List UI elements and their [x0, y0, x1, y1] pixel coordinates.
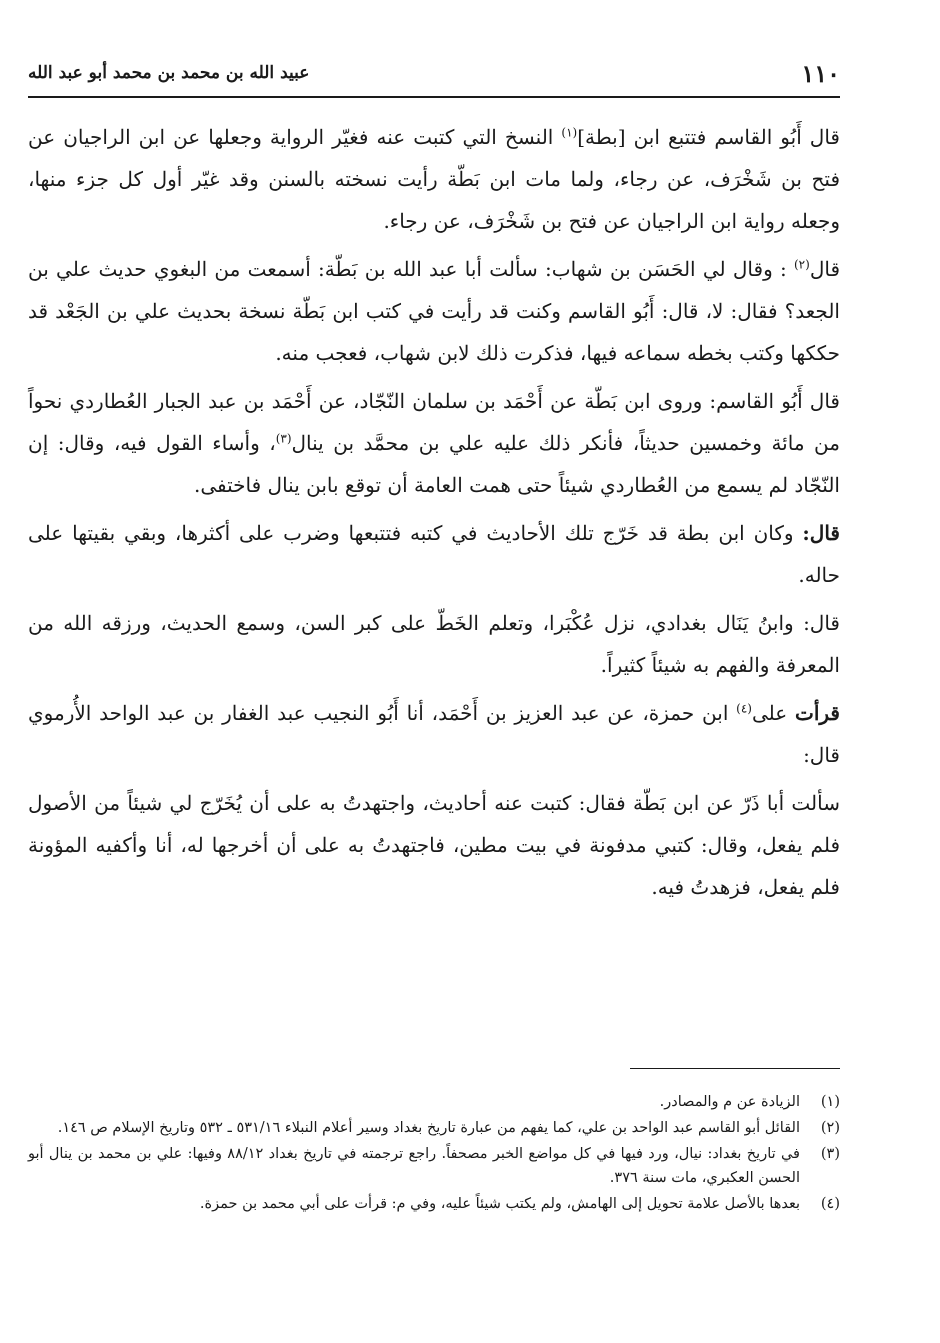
footnote-number: (٤): [820, 1196, 840, 1212]
main-text: [28, 116, 840, 914]
footnote-marker[interactable]: (١): [561, 125, 578, 140]
footnote-number: (٣): [820, 1146, 840, 1162]
footnote: [28, 1142, 840, 1190]
page-header: [28, 50, 840, 98]
running-title: عبيد الله بن محمد بن محمد أبو عبد الله: [28, 63, 310, 83]
paragraph: قال: وكان ابن بطة قد خَرّج تلك الأحاديث في كتبه فتتبعها وضرب على أكثرها، وبقي بقيتها على حاله.: [28, 521, 840, 587]
paragraph: سألت أبا ذَرّ عن ابن بَطّة فقال: كتبت عنه أحاديث، واجتهدتُ به على أن يُخَرّج لي شيئاً من الأصول فلم يفعل، وقال: كتبي مدفونة في بيت مطين، فاجتهدتُ به على أن أخرجها له، أنا وأكفيه المؤونة فلم يفعل، فزهدتُ فيه.: [28, 791, 840, 899]
footnote: [28, 1192, 840, 1216]
footnote-text: الزيادة عن م والمصادر.: [659, 1094, 800, 1110]
footnote: [28, 1116, 840, 1140]
footnote-text: بعدها بالأصل علامة تحويل إلى الهامش، ولم يكتب شيئاً عليه، وفي م: قرأت على أبي محمد بن حمزة.: [199, 1196, 800, 1212]
paragraph: قال$^{(٢)}$ : وقال لي الحَسَن بن شهاب: سألت أبا عبد الله بن بَطّة: أسمعت من البغوي حديث علي بن الجعد؟ فقال: لا، قال: أَبُو القاسم وكنت قد رأيت في كتب ابن بَطّة نسخة بحديث علي بن الجَعْد قد حككها وكتب بخطه سماعه فيها، فذكرت ذلك لابن شهاب، فعجب منه.: [28, 257, 840, 365]
paragraph: قرأت على$^{(٤)}$ ابن حمزة، عن عبد العزيز بن أَحْمَد، أنا أَبُو النجيب عبد الغفار بن عبد الواحد الأُرموي قال:: [28, 701, 840, 767]
footnote-divider: [630, 1068, 840, 1069]
paragraph: قال أَبُو القاسم: وروى ابن بَطّة عن أَحْمَد بن سلمان النّجّاد، عن أَحْمَد بن عبد الجبار العُطاردي نحواً من مائة وخمسين حديثاً، فأنكر ذلك عليه علي بن محمَّد بن ينال$^{(٣)}$، وأساء القول فيه، وقال: إن النّجّاد لم يسمع من العُطاردي شيئاً حتى همت العامة أن توقع بابن ينال فاختفى.: [28, 389, 840, 497]
footnote-marker[interactable]: (٣): [275, 431, 292, 446]
footnote-text: في تاريخ بغداد: نيال، ورد فيها في كل مواضع الخبر مصحفاً. راجع ترجمته في تاريخ بغداد ٨٨/١٢ وفيها: علي بن محمد بن ينال أبو الحسن العكبري، مات سنة ٣٧٦.: [28, 1146, 800, 1186]
footnote-number: (١): [820, 1094, 840, 1110]
footnote-marker[interactable]: (٢): [793, 257, 810, 272]
paragraph: قال أَبُو القاسم فتتبع ابن [بطة]$^{(١)}$ النسخ التي كتبت عنه فغيّر الرواية وجعلها عن ابن الراجيان عن فتح بن شَخْرَف، عن رجاء، ولما مات ابن بَطّة رأيت نسخته بالسنن وقد غيّر أول كل جزء منها، وجعله رواية ابن الراجيان عن فتح بن شَخْرَف، عن رجاء.: [28, 125, 840, 233]
footnote-marker[interactable]: (٤): [736, 701, 752, 716]
footnotes: [28, 1090, 840, 1218]
footnote-text: القائل أبو القاسم عبد الواحد بن علي، كما يفهم من عبارة تاريخ بغداد وسير أعلام النبلاء ٥٣١/١٦ ـ ٥٣٢ وتاريخ الإسلام ص ١٤٦.: [57, 1120, 800, 1136]
footnote-number: (٢): [820, 1120, 840, 1136]
page-number: ١١٠: [801, 58, 840, 88]
paragraph: قال: وابنُ يَنَال بغدادي، نزل عُكْبَرا، وتعلم الخَطّ على كبر السن، وسمع الحديث، ورزقه الله من المعرفة والفهم به شيئاً كثيراً.: [28, 611, 840, 677]
footnote: [28, 1090, 840, 1114]
